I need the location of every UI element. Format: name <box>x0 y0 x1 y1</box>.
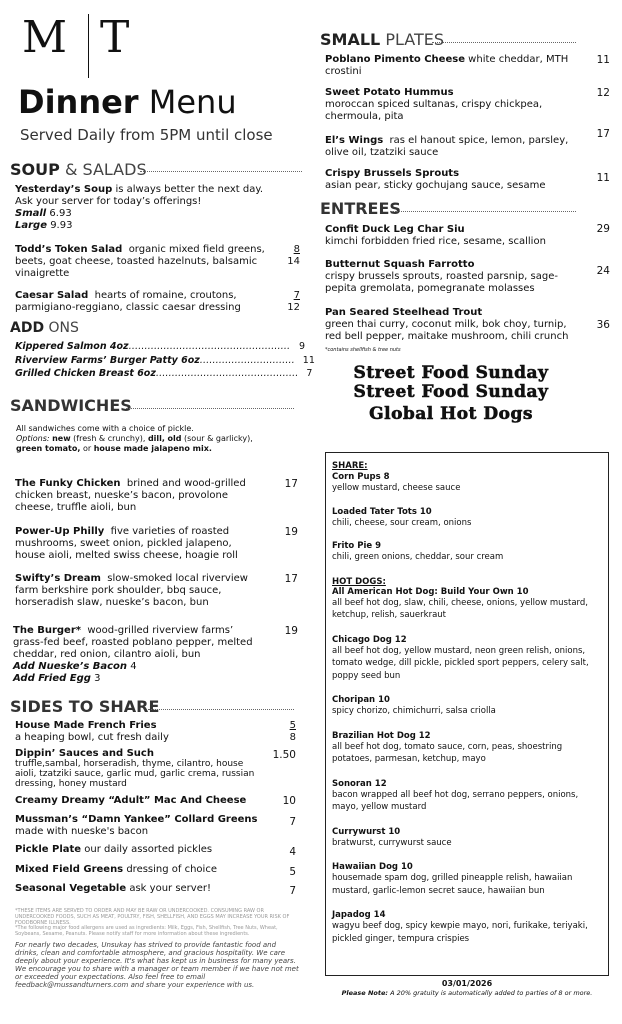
street-item: Hawaiian Dog 10 housemade spam dog, grilled pineapple relish, hawaiian mustard, garlic-lemon secret sauce, hawaiian bun <box>332 862 573 896</box>
menu-date: 03/01/2026 <box>441 979 493 988</box>
section-soup-salads: SOUP & SALADS <box>10 160 147 179</box>
price-squash-farrotto: 24 <box>596 265 610 277</box>
price-mixed-field-greens: 5 <box>289 866 296 878</box>
section-rule <box>140 171 302 172</box>
street-item: Currywurst 10 bratwurst, currywurst sauce <box>332 826 452 848</box>
street-item: Choripan 10 spicy chorizo, chimichurri, salsa criolla <box>332 695 496 716</box>
price-brussels-sprouts: 11 <box>596 172 610 184</box>
menu-item-pickle-plate: Pickle Plate our daily assorted pickles <box>15 844 213 855</box>
raw-food-warning: *THESE ITEMS ARE SERVED TO ORDER AND MAY BE RAW OR UNDERCOOKED. CONSUMING RAW OR UNDERCOOKED FOODS, SUCH AS MEAT, POULTRY, FISH, SHELLFISH, AND EGGS MAY INCREASE YOUR RISK OF FOODBORNE ILLNESS. <box>15 908 290 926</box>
gratuity-note: Please Note: A 20% gratuity is automatically added to parties of 8 or more. <box>341 989 593 997</box>
hot-dogs-heading: HOT DOGS: <box>332 576 386 587</box>
price-caesar-salad: 7 12 <box>287 290 300 313</box>
logo-t: T <box>100 12 132 63</box>
price-els-wings: 17 <box>596 128 610 140</box>
logo-divider <box>88 14 89 78</box>
section-rule <box>432 42 576 43</box>
price-pimento-cheese: 11 <box>596 54 610 66</box>
menu-item-mixed-field-greens: Mixed Field Greens dressing of choice <box>15 864 217 875</box>
menu-item-mac-and-cheese: Creamy Dreamy “Adult” Mac And Cheese <box>15 795 247 806</box>
street-item: Japadog 14 wagyu beef dog, spicy kewpie mayo, nori, furikake, teriyaki, pickled ginger, tempura crispies <box>332 910 588 944</box>
section-sandwiches: SANDWICHES <box>10 396 132 415</box>
price-pickle-plate: 4 <box>289 846 296 858</box>
logo-m: M <box>22 12 70 63</box>
street-item: All American Hot Dog: Build Your Own 10 all beef hot dog, slaw, chili, cheese, onions, yellow mustard, ketchup, relish, sauerkraut <box>332 586 588 620</box>
menu-item-power-up-philly: Power-Up Philly five varieties of roasted mushrooms, sweet onion, pickled jalapeno, house aioli, melted swiss cheese, hoagie roll <box>15 526 238 561</box>
restaurant-statement: For nearly two decades, Unsukay has strived to provide fantastic food and drinks, clean and comfortable atmosphere, and gracious hospitality. We care deeply about your experience. It's what has kept us in business for many years. We encourage you to share with a manager or team member if we have not met or exceeded your expectations. Also feel free to email feedback@mussandturners.com and share your experience with us. <box>15 941 299 989</box>
price-dippin-sauces: 1.50 <box>272 749 296 761</box>
price-collard-greens: 7 <box>289 816 296 828</box>
section-add-ons: ADD ONS <box>10 320 79 336</box>
price-french-fries: 5 8 <box>289 720 296 743</box>
menu-item-seasonal-vegetable: Seasonal Vegetable ask your server! <box>15 883 211 894</box>
street-item: Corn Pups 8 yellow mustard, cheese sauce <box>332 472 461 493</box>
menu-item-dippin-sauces: Dippin’ Sauces and Such truffle,sambal, horseradish, thyme, cilantro, house aioli, tzatziki sauce, garlic mud, garlic crema, russian dressing, honey mustard <box>15 748 255 789</box>
price-steelhead-trout: 36 <box>596 319 610 331</box>
menu-item-sweet-potato-hummus: Sweet Potato Hummus moroccan spiced sultanas, crispy chickpea, chermoula, pita <box>325 87 543 122</box>
menu-item-caesar-salad: Caesar Salad hearts of romaine, croutons, parmigiano-reggiano, classic caesar dressing <box>15 290 241 313</box>
price-duck-leg: 29 <box>596 223 610 235</box>
menu-item-squash-farrotto: Butternut Squash Farrotto crispy brussels sprouts, roasted parsnip, sage-pepita gremolata, pomegranate molasses <box>325 259 558 294</box>
street-item: Brazilian Hot Dog 12 all beef hot dog, tomato sauce, corn, peas, shoestring potatoes, parmesan, ketchup, mayo <box>332 730 563 764</box>
pickle-note: All sandwiches come with a choice of pickle. Options: new (fresh & crunchy), dill, old (sour & garlicky), green tomato, or house made jalapeno mix. <box>16 424 253 453</box>
page-title: Dinner Menu <box>18 83 237 121</box>
addon-item: Kippered Salmon 4oz …………………………………………… 9 <box>15 341 305 352</box>
addons-list <box>15 340 315 381</box>
street-food-heading: Street Food Sunday Global Hot Dogs <box>353 382 549 424</box>
street-item: Loaded Tater Tots 10 chili, cheese, sour cream, onions <box>332 506 472 528</box>
menu-item-duck-leg: Confit Duck Leg Char Siu kimchi forbidden fried rice, sesame, scallion <box>325 224 546 247</box>
price-todds-salad: 8 14 <box>287 244 300 267</box>
share-heading: SHARE: <box>332 461 368 471</box>
street-food-cut-heading: Street Food Sunday <box>353 363 549 383</box>
price-power-up-philly: 19 <box>284 526 298 538</box>
menu-item-collard-greens: Mussman’s “Damn Yankee” Collard Greens made with nueske's bacon <box>15 814 258 837</box>
menu-item-brussels-sprouts: Crispy Brussels Sprouts asian pear, sticky gochujang sauce, sesame <box>325 168 546 191</box>
menu-item-swiftys-dream: Swifty’s Dream slow-smoked local riverview farm berkshire pork shoulder, bbq sauce, horseradish slaw, nueske’s bacon, bun <box>15 573 248 608</box>
menu-item-french-fries: House Made French Fries a heaping bowl, cut fresh daily <box>15 720 169 743</box>
street-item: Chicago Dog 12 all beef hot dog, yellow mustard, neon green relish, onions, tomato wedge, dill pickle, pickled sport peppers, celery salt, poppy seed bun <box>332 634 589 681</box>
section-entrees: ENTREES <box>320 199 401 218</box>
menu-item-els-wings: El’s Wings ras el hanout spice, lemon, parsley, olive oil, tzatziki sauce <box>325 135 569 158</box>
street-food-menu <box>332 461 602 945</box>
street-item: Sonoran 12 bacon wrapped all beef hot dog, serrano peppers, onions, mayo, yellow mustard <box>332 778 579 812</box>
street-item: Frito Pie 9 chili, green onions, cheddar, sour cream <box>332 541 504 562</box>
addon-item: Grilled Chicken Breast 6oz ……………………………………… 7 <box>15 368 313 379</box>
menu-item-the-burger: The Burger* wood-grilled riverview farms’ grass-fed beef, roasted poblano pepper, melted cheddar, red onion, cilantro aioli, bun Add Nueske’s Bacon 4 Add Fried Egg 3 <box>13 625 253 684</box>
price-swiftys-dream: 17 <box>284 573 298 585</box>
menu-item-todds-salad: Todd’s Token Salad organic mixed field greens, beets, goat cheese, toasted hazelnuts, balsamic vinaigrette <box>15 244 265 279</box>
price-the-burger: 19 <box>284 625 298 637</box>
menu-item-steelhead-trout: Pan Seared Steelhead Trout green thai curry, coconut milk, bok choy, turnip, red bell pepper, maitake mushroom, chili crunch *contains shellfish & tree nuts <box>325 307 569 353</box>
section-rule <box>390 211 576 212</box>
price-sweet-potato-hummus: 12 <box>596 87 610 99</box>
menu-item-pimento-cheese: Poblano Pimento Cheese white cheddar, MTH crostini <box>325 54 569 77</box>
menu-item-funky-chicken: The Funky Chicken brined and wood-grilled chicken breast, nueske’s bacon, provolone cheese, truffle aioli, bun <box>15 478 246 513</box>
price-seasonal-vegetable: 7 <box>289 885 296 897</box>
section-rule <box>148 709 294 710</box>
menu-item-yesterdays-soup: Yesterday’s Soup is always better the next day. Ask your server for today’s offerings! Small 6.93 Large 9.93 <box>15 184 263 231</box>
section-rule <box>126 408 294 409</box>
section-small-plates: SMALL PLATES <box>320 30 444 49</box>
page-subtitle: Served Daily from 5PM until close <box>20 126 273 144</box>
allergen-note: *The following major food allergens are used as ingredients: Milk, Eggs, Fish, Shellfish, Tree Nuts, Wheat, Soybeans, Sesame, Peanuts. Please notify staff for more information about these ingredients. <box>15 925 278 937</box>
price-mac-and-cheese: 10 <box>282 795 296 807</box>
section-sides: SIDES TO SHARE <box>10 697 160 716</box>
street-food-box <box>325 452 609 976</box>
price-funky-chicken: 17 <box>284 478 298 490</box>
addon-item: Riverview Farms’ Burger Patty 6oz ………………………… 11 <box>15 354 315 366</box>
